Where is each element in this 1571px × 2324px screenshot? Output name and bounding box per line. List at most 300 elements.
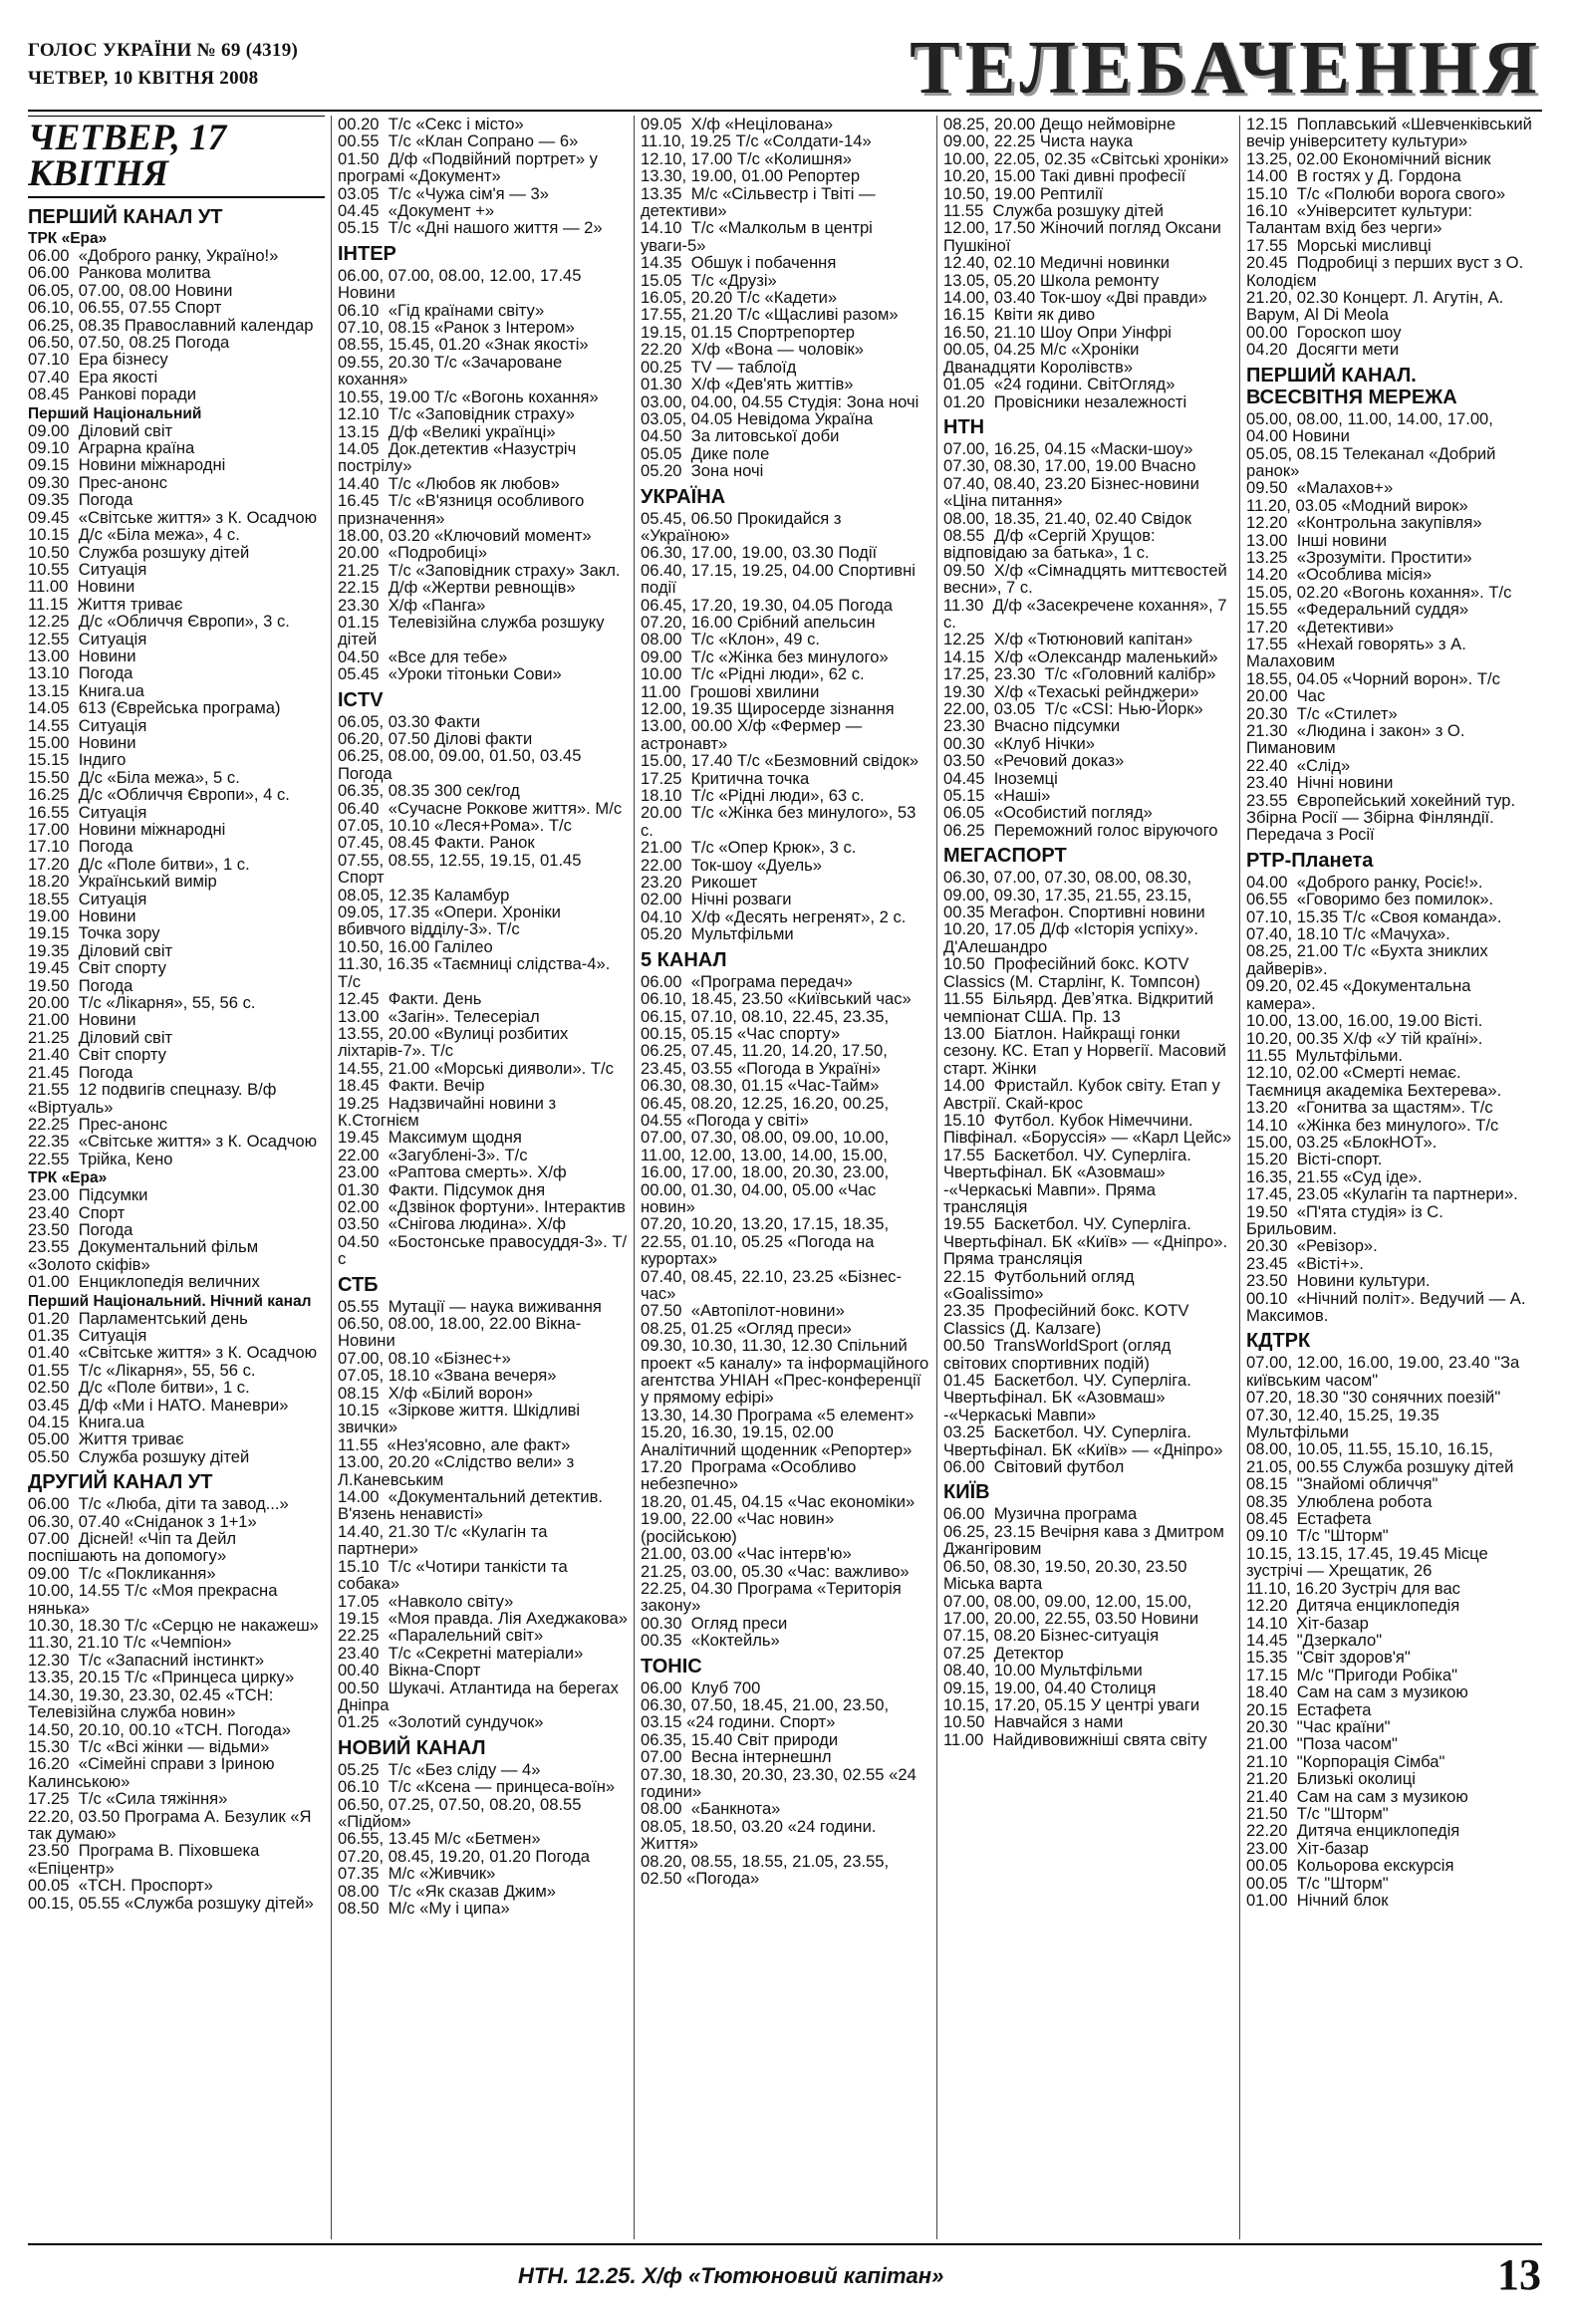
programme-line: 09.35 Погода bbox=[28, 490, 133, 510]
programme-line: 08.00, 18.35, 21.40, 02.40 Свідок bbox=[943, 508, 1192, 528]
programme-line: 07.25 Детектор bbox=[943, 1643, 1064, 1663]
programme-line: 21.50 Т/с "Шторм" bbox=[1246, 1803, 1389, 1823]
programme-line: 18.10 Т/с «Рідні люди», 63 с. bbox=[641, 786, 865, 806]
programme-line: 01.20 Провісники незалежності bbox=[943, 391, 1187, 411]
programme-line: 15.20 Вісті-спорт. bbox=[1246, 1150, 1383, 1169]
programme-line: 13.55, 20.00 «Вулиці розбитих ліхтарів-7». Т/с bbox=[338, 1023, 573, 1061]
programme-line: 06.40, 17.15, 19.25, 04.00 Спортивні події bbox=[641, 560, 920, 598]
programme-line: 20.00 Т/с «Лікарня», 55, 56 с. bbox=[28, 993, 256, 1013]
programme-line: 19.45 Максимум щодня bbox=[338, 1128, 522, 1148]
programme-line: 20.30 "Час країни" bbox=[1246, 1716, 1391, 1736]
programme-line: 17.20 Д/с «Поле битви», 1 с. bbox=[28, 854, 250, 874]
programme-line: 08.05, 18.50, 03.20 «24 години. Життя» bbox=[641, 1816, 882, 1854]
bottom-rule bbox=[28, 2243, 1542, 2245]
programme-line: 22.25, 04.30 Програма «Територія закону» bbox=[641, 1578, 907, 1616]
programme-line: 22.20 Х/ф «Вона — чоловік» bbox=[641, 340, 865, 360]
programme-line: 13.35 М/с «Сільвестр і Твіті — детективи» bbox=[641, 183, 881, 221]
programme-line: 01.50 Д/ф «Подвійний портрет» у програмі «Документ» bbox=[338, 148, 603, 186]
programme-line: 14.15 Х/ф «Олександр маленький» bbox=[943, 646, 1218, 666]
programme-line: 14.40, 21.30 Т/с «Кулагін та партнери» bbox=[338, 1521, 553, 1559]
programme-line: 09.30 Прес-анонс bbox=[28, 472, 168, 492]
programme-line: 22.00, 03.05 Т/с «CSI: Нью-Йорк» bbox=[943, 699, 1203, 718]
channel-heading: ПЕРШИЙ КАНАЛ. ВСЕСВІТНЯ МЕРЕЖА bbox=[1246, 364, 1457, 408]
programme-line: 12.10, 17.00 Т/с «Колишня» bbox=[641, 148, 852, 168]
programme-line: 05.15 «Наші» bbox=[943, 786, 1051, 806]
programme-line: 01.05 «24 години. СвітОгляд» bbox=[943, 375, 1176, 394]
programme-line: 11.55 Служба розшуку дітей bbox=[943, 201, 1165, 221]
programme-line: 14.05 613 (Єврейська програма) bbox=[28, 698, 281, 718]
programme-line: 09.45 «Світське життя» з К. Осадчою bbox=[28, 507, 318, 527]
programme-line: 20.30 «Ревізор». bbox=[1246, 1236, 1378, 1256]
programme-line: 18.55, 04.05 «Чорний ворон». Т/с bbox=[1246, 668, 1500, 688]
programme-line: 00.50 TransWorldSport (огляд світових спортивних подій) bbox=[943, 1336, 1176, 1373]
programme-line: 10.50 Професійний бокс. KOTV Classics (М. Старлінг, К. Томпсон) bbox=[943, 954, 1200, 991]
programme-line: 23.45 «Вісті+». bbox=[1246, 1253, 1364, 1273]
programme-line: 08.00 «Банкнота» bbox=[641, 1799, 781, 1819]
programme-line: 16.25 Д/с «Обличчя Європи», 4 с. bbox=[28, 785, 290, 805]
programme-line: 00.30 Огляд преси bbox=[641, 1613, 788, 1633]
programme-line: 10.00, 14.55 Т/с «Моя прекрасна нянька» bbox=[28, 1581, 283, 1618]
channel-heading: ДРУГИЙ КАНАЛ УТ bbox=[28, 1471, 213, 1494]
programme-line: 13.05, 05.20 Школа ремонту bbox=[943, 270, 1160, 290]
programme-line: 07.50 «Автопілот-новини» bbox=[641, 1301, 845, 1321]
programme-line: 16.55 Ситуація bbox=[28, 802, 147, 822]
channel-heading: РТР-Планета bbox=[1246, 849, 1374, 872]
programme-line: 16.05, 20.20 Т/с «Кадети» bbox=[641, 288, 838, 308]
programme-line: 08.25, 20.00 Дещо неймовірне bbox=[943, 116, 1177, 133]
column-5 bbox=[1239, 116, 1542, 2239]
programme-line: 13.00 «Загін». Телесеріал bbox=[338, 1006, 540, 1026]
programme-line: 00.30 «Клуб Нічки» bbox=[943, 733, 1095, 753]
programme-line: 14.30, 19.30, 23.30, 02.45 «ТСН: Телевізійна служба новин» bbox=[28, 1684, 278, 1722]
programme-line: 09.05, 17.35 «Опери. Хроніки вбивчого відділу-3». Т/с bbox=[338, 903, 566, 939]
channel-heading: ТОНІС bbox=[641, 1655, 702, 1678]
programme-line: 11.55 «Нез'ясовно, але факт» bbox=[338, 1434, 571, 1454]
programme-line: 21.40 Світ спорту bbox=[28, 1045, 166, 1065]
programme-line: 10.00, 22.05, 02.35 «Світські хроніки» bbox=[943, 148, 1229, 168]
programme-line: 14.50, 20.10, 00.10 «ТСН. Погода» bbox=[28, 1719, 292, 1739]
programme-line: 06.10, 18.45, 23.50 «Київський час» bbox=[641, 989, 912, 1009]
programme-line: 14.45 "Дзеркало" bbox=[1246, 1630, 1383, 1650]
programme-line: 23.20 Рикошет bbox=[641, 873, 758, 893]
programme-line: 17.20 «Детективи» bbox=[1246, 617, 1395, 637]
programme-line: 21.55 12 подвигів спецназу. В/ф «Віртуаль» bbox=[28, 1080, 282, 1117]
programme-line: 07.30, 18.30, 20.30, 23.30, 02.55 «24 години» bbox=[641, 1764, 921, 1801]
programme-line: 00.00 Гороскоп шоу bbox=[1246, 322, 1402, 342]
programme-line: 21.25, 03.00, 05.30 «Час: важливо» bbox=[641, 1561, 910, 1581]
programme-line: 07.00, 08.00, 09.00, 12.00, 15.00, 17.00, 20.00, 22.55, 03.50 Новини bbox=[943, 1591, 1199, 1628]
programme-line: 14.10 «Жінка без минулого». Т/с bbox=[1246, 1115, 1499, 1135]
programme-line: 23.50 Новини культури. bbox=[1246, 1271, 1431, 1291]
programme-line: 04.45 «Документ +» bbox=[338, 201, 495, 221]
programme-line: 22.15 Футбольний огляд «Goalissimo» bbox=[943, 1266, 1140, 1303]
programme-line: 21.00 "Поза часом" bbox=[1246, 1734, 1398, 1754]
channel-heading: УКРАЇНА bbox=[641, 485, 726, 508]
footer-note: НТН. 12.25. Х/ф «Тютюновий капітан» bbox=[518, 2263, 944, 2288]
programme-line: 22.55 Трійка, Кено bbox=[28, 1149, 173, 1168]
programme-line: 00.55 Т/с «Клан Сопрано — 6» bbox=[338, 131, 579, 151]
programme-line: 18.00, 03.20 «Ключовий момент» bbox=[338, 525, 592, 545]
programme-line: 11.15 Життя триває bbox=[28, 594, 183, 614]
programme-line: 08.40, 10.00 Мультфільми bbox=[943, 1661, 1143, 1680]
programme-line: 06.50, 07.50, 08.25 Погода bbox=[28, 333, 230, 353]
programme-line: 11.55 Мультфільми. bbox=[1246, 1045, 1404, 1065]
programme-line: 06.55, 13.45 М/с «Бетмен» bbox=[338, 1829, 541, 1849]
programme-line: 16.50, 21.10 Шоу Опри Уінфрі bbox=[943, 322, 1172, 342]
programme-line: 06.35, 15.40 Світ природи bbox=[641, 1729, 839, 1749]
programme-line: 08.15 Х/ф «Білий ворон» bbox=[338, 1383, 534, 1403]
programme-line: 07.55, 08.55, 12.55, 19.15, 01.45 Спорт bbox=[338, 850, 587, 888]
programme-line: 13.25 «Зрозуміти. Простити» bbox=[1246, 547, 1472, 567]
programme-line: 19.50 Погода bbox=[28, 975, 133, 995]
programme-line: 09.00, 22.25 Чиста наука bbox=[943, 131, 1134, 151]
programme-line: 15.35 "Світ здоров'я" bbox=[1246, 1648, 1411, 1668]
programme-line: 07.20, 16.00 Срібний апельсин bbox=[641, 612, 876, 632]
programme-line: 11.30, 21.10 Т/с «Чемпіон» bbox=[28, 1633, 232, 1653]
programme-line: 21.00 Т/с «Опер Крюк», 3 с. bbox=[641, 838, 857, 858]
programme-line: 14.55, 21.00 «Морські дияволи». Т/с bbox=[338, 1058, 614, 1078]
programme-line: 03.00, 04.00, 04.55 Студія: Зона ночі bbox=[641, 391, 919, 411]
programme-line: 13.25, 02.00 Економічний вісник bbox=[1246, 148, 1491, 168]
programme-line: 19.55 Баскетбол. ЧУ. Суперліга. Чвертьфінал. БК «Київ» — «Дніпро». Пряма трансляція bbox=[943, 1214, 1232, 1269]
programme-line: 09.50 Х/ф «Сімнадцять миттєвостей весни», 7 с. bbox=[943, 560, 1232, 598]
programme-line: 04.20 Досягти мети bbox=[1246, 340, 1400, 360]
programme-line: 13.35, 20.15 Т/с «Принцеса цирку» bbox=[28, 1668, 295, 1687]
programme-line: 14.35 Обшук і побачення bbox=[641, 253, 837, 273]
programme-line: 12.55 Ситуація bbox=[28, 629, 147, 648]
programme-line: 02.00 Нічні розваги bbox=[641, 890, 792, 909]
programme-line: 20.00 Т/с «Жінка без минулого», 53 с. bbox=[641, 803, 920, 840]
programme-line: 07.20, 18.30 "30 сонячних поезій" bbox=[1246, 1388, 1501, 1408]
programme-line: 01.40 «Світське життя» з К. Осадчою bbox=[28, 1343, 318, 1363]
programme-line: 06.10, 06.55, 07.55 Спорт bbox=[28, 298, 222, 318]
issue-line: ГОЛОС УКРАЇНИ № 69 (4319) bbox=[28, 40, 299, 61]
programme-line: 04.45 Іноземці bbox=[943, 768, 1058, 788]
block-heading: Перший Національний. Нічний канал bbox=[28, 1292, 312, 1310]
programme-line: 12.10, 02.00 «Смерті немає. Таємниця академіка Бехтерева». bbox=[1246, 1063, 1502, 1100]
programme-line: 18.40 Сам на сам з музикою bbox=[1246, 1682, 1468, 1702]
programme-line: 21.45 Погода bbox=[28, 1062, 133, 1082]
programme-line: 22.15 Д/ф «Жертви ревнощів» bbox=[338, 578, 576, 598]
programme-line: 19.30 Х/ф «Техаські рейнджери» bbox=[943, 681, 1199, 701]
programme-line: 10.00, 13.00, 16.00, 19.00 Вісті. bbox=[1246, 1011, 1483, 1031]
programme-line: 12.10 Т/с «Заповідник страху» bbox=[338, 404, 575, 424]
programme-line: 08.55 Д/ф «Сергій Хрущов: відповідаю за батька», 1 с. bbox=[943, 525, 1161, 563]
programme-line: 00.20 Т/с «Секс і місто» bbox=[338, 116, 524, 133]
programme-line: 10.15 «Зіркове життя. Шкідливі звички» bbox=[338, 1401, 585, 1437]
programme-line: 21.00 Новини bbox=[28, 1010, 136, 1030]
channel-heading: МЕГАСПОРТ bbox=[943, 845, 1067, 868]
programme-line: 18.45 Факти. Вечір bbox=[338, 1076, 485, 1096]
programme-line: 05.15 Т/с «Дні нашого життя — 2» bbox=[338, 218, 603, 238]
programme-line: 06.25, 23.15 Вечірня кава з Дмитром Джангіровим bbox=[943, 1521, 1229, 1559]
programme-line: 23.50 Погода bbox=[28, 1219, 133, 1239]
programme-line: 19.35 Діловий світ bbox=[28, 940, 173, 960]
programme-line: 10.50 Служба розшуку дітей bbox=[28, 542, 250, 562]
programme-line: 16.45 Т/с «В'язниця особливого призначення» bbox=[338, 491, 590, 528]
programme-line: 16.20 «Сімейні справи з Іриною Калинською» bbox=[28, 1754, 280, 1791]
programme-line: 05.20 Мультфільми bbox=[641, 924, 794, 944]
programme-line: 09.15, 19.00, 04.40 Столиця bbox=[943, 1678, 1157, 1697]
programme-line: 06.30, 07.40 «Сніданок з 1+1» bbox=[28, 1511, 257, 1531]
programme-line: 00.05 «ТСН. Проспорт» bbox=[28, 1876, 213, 1896]
programme-line: 19.50 «П'ята студія» із С. Брильовим. bbox=[1246, 1201, 1448, 1238]
tv-listings bbox=[28, 116, 1542, 2239]
column-4 bbox=[936, 116, 1239, 2239]
programme-line: 04.50 «Бостонське правосуддя-3». Т/с bbox=[338, 1231, 628, 1269]
programme-line: 21.00, 03.00 «Час інтерв'ю» bbox=[641, 1544, 852, 1564]
programme-line: 22.25 Прес-анонс bbox=[28, 1114, 168, 1134]
programme-line: 00.50 Шукачі. Атлантида на берегах Дніпра bbox=[338, 1678, 624, 1714]
programme-line: 21.25 Т/с «Заповідник страху» Закл. bbox=[338, 560, 621, 580]
programme-line: 14.00, 03.40 Ток-шоу «Дві правди» bbox=[943, 288, 1207, 308]
programme-line: 07.35 М/с «Живчик» bbox=[338, 1864, 496, 1884]
programme-line: 07.00, 12.00, 16.00, 19.00, 23.40 "За київським часом" bbox=[1246, 1353, 1524, 1390]
programme-line: 03.50 «Речовий доказ» bbox=[943, 751, 1125, 771]
programme-line: 13.30, 14.30 Програма «5 елемент» bbox=[641, 1405, 915, 1424]
programme-line: 13.00 Біатлон. Найкращі гонки сезону. КС. Етап у Норвегії. Масовий старт. Жінки bbox=[943, 1023, 1231, 1078]
programme-line: 14.00 Фристайл. Кубок світу. Етап у Австрії. Скай-крос bbox=[943, 1076, 1225, 1113]
programme-line: 10.50 Навчайся з нами bbox=[943, 1712, 1124, 1732]
programme-line: 17.20 Програма «Особливо небезпечно» bbox=[641, 1457, 861, 1494]
programme-line: 04.10 Х/ф «Десять негренят», 2 с. bbox=[641, 906, 907, 926]
programme-line: 17.25 Т/с «Сила тяжіння» bbox=[28, 1789, 228, 1809]
programme-line: 21.30 «Людина і закон» з О. Пимановим bbox=[1246, 721, 1470, 758]
programme-line: 23.40 Нічні новини bbox=[1246, 773, 1394, 793]
date-line: ЧЕТВЕР, 10 КВІТНЯ 2008 bbox=[28, 68, 259, 89]
channel-heading: КИЇВ bbox=[943, 1481, 990, 1504]
channel-heading: НОВИЙ КАНАЛ bbox=[338, 1736, 486, 1759]
programme-line: 08.25, 21.00 Т/с «Бухта зниклих дайверів». bbox=[1246, 941, 1493, 978]
programme-line: 03.45 Д/ф «Ми і НАТО. Маневри» bbox=[28, 1395, 289, 1415]
programme-line: 07.40 Ера якості bbox=[28, 367, 158, 387]
programme-line: 06.00 Ранкова молитва bbox=[28, 263, 211, 283]
programme-line: 12.30 Т/с «Запасний інстинкт» bbox=[28, 1650, 265, 1670]
programme-line: 11.55 Більярд. Девʼятка. Відкритий чемпіонат США. Пр. 13 bbox=[943, 989, 1218, 1026]
programme-line: 22.20, 03.50 Програма А. Безулик «Я так думаю» bbox=[28, 1806, 317, 1843]
channel-heading: 5 КАНАЛ bbox=[641, 948, 727, 971]
programme-line: 11.00 Новини bbox=[28, 577, 135, 597]
programme-line: 17.55 Морські мисливці bbox=[1246, 235, 1432, 255]
programme-line: 16.35, 21.55 «Суд іде». bbox=[1246, 1166, 1423, 1186]
programme-line: 08.35 Улюблена робота bbox=[1246, 1491, 1433, 1511]
programme-line: 06.30, 08.30, 01.15 «Час-Тайм» bbox=[641, 1076, 880, 1096]
programme-line: 00.35 «Коктейль» bbox=[641, 1631, 780, 1651]
programme-line: 04.15 Книга.ua bbox=[28, 1413, 144, 1431]
programme-line: 11.30, 16.35 «Таємниці слідства-4». Т/с bbox=[338, 954, 615, 991]
programme-line: 06.50, 08.30, 19.50, 20.30, 23.50 Міська варта bbox=[943, 1556, 1192, 1594]
programme-line: 08.45 Ранкові поради bbox=[28, 385, 197, 404]
programme-line: 21.20 Близькі околиці bbox=[1246, 1769, 1416, 1789]
programme-line: 07.40, 08.45, 22.10, 23.25 «Бізнес-час» bbox=[641, 1266, 902, 1303]
programme-line: 19.00 Новини bbox=[28, 906, 136, 926]
programme-line: 10.30, 18.30 Т/с «Серцю не накажеш» bbox=[28, 1616, 319, 1636]
programme-line: 10.15, 13.15, 17.45, 19.45 Місце зустрічі — Хрещатик, 26 bbox=[1246, 1543, 1493, 1581]
programme-line: 06.00 «Програма передач» bbox=[641, 971, 853, 991]
programme-line: 06.45, 17.20, 19.30, 04.05 Погода bbox=[641, 595, 893, 615]
programme-line: 06.10 Т/с «Ксена — принцеса-воїн» bbox=[338, 1777, 616, 1797]
programme-line: 06.20, 07.50 Ділові факти bbox=[338, 729, 533, 748]
programme-line: 23.30 Х/ф «Панга» bbox=[338, 595, 486, 615]
programme-line: 01.15 Телевізійна служба розшуку дітей bbox=[338, 612, 610, 649]
programme-line: 12.20 Дитяча енциклопедія bbox=[1246, 1596, 1460, 1616]
programme-line: 10.15 Д/с «Біла межа», 4 с. bbox=[28, 525, 240, 545]
programme-line: 15.50 Д/с «Біла межа», 5 с. bbox=[28, 767, 240, 787]
programme-line: 05.05, 08.15 Телеканал «Добрий ранок» bbox=[1246, 443, 1500, 480]
programme-line: 23.55 Документальний фільм «Золото скіфів» bbox=[28, 1237, 263, 1274]
programme-line: 19.15 Точка зору bbox=[28, 923, 160, 943]
programme-line: 14.10 Хіт-базар bbox=[1246, 1613, 1369, 1633]
programme-line: 14.40 Т/с «Любов як любов» bbox=[338, 473, 560, 493]
programme-line: 07.00, 08.10 «Бізнес+» bbox=[338, 1348, 511, 1368]
programme-line: 07.30, 12.40, 15.25, 19.35 Мультфільми bbox=[1246, 1405, 1444, 1442]
programme-line: 10.55, 19.00 Т/с «Вогонь кохання» bbox=[338, 387, 599, 406]
programme-line: 01.25 «Золотий сундучок» bbox=[338, 1712, 544, 1732]
programme-line: 13.20 «Гонитва за щастям». Т/с bbox=[1246, 1098, 1493, 1118]
programme-line: 14.05 Док.детектив «Назустріч пострілу» bbox=[338, 438, 581, 476]
programme-line: 14.55 Ситуація bbox=[28, 715, 147, 735]
programme-line: 04.00 «Доброго ранку, Росіє!». bbox=[1246, 872, 1483, 892]
programme-line: 10.50, 16.00 Галілео bbox=[338, 936, 493, 956]
programme-line: 16.10 «Університет культури: Талантам вхід без черги» bbox=[1246, 201, 1477, 238]
programme-line: 15.00, 03.25 «БлокНОТ». bbox=[1246, 1132, 1438, 1152]
channel-heading: КДТРК bbox=[1246, 1330, 1311, 1353]
programme-line: 05.45, 06.50 Прокидайся з «Україною» bbox=[641, 508, 847, 545]
programme-line: 07.15, 08.20 Бізнес-ситуація bbox=[943, 1626, 1160, 1646]
programme-line: 01.20 Парламентський день bbox=[28, 1308, 248, 1328]
programme-line: 00.05 Кольорова екскурсія bbox=[1246, 1856, 1454, 1876]
programme-line: 09.20, 02.45 «Документальна камера». bbox=[1246, 976, 1476, 1013]
programme-line: 11.00 Грошові хвилини bbox=[641, 681, 820, 701]
programme-line: 15.10 Футбол. Кубок Німеччини. Півфінал. «Боруссія» — «Карл Цейс» bbox=[943, 1110, 1232, 1148]
programme-line: 22.40 «Слід» bbox=[1246, 755, 1351, 775]
programme-line: 06.25, 08.00, 09.00, 01.50, 03.45 Погода bbox=[338, 746, 587, 783]
programme-line: 15.05 Т/с «Друзі» bbox=[641, 270, 777, 290]
programme-line: 05.25 Т/с «Без сліду — 4» bbox=[338, 1759, 541, 1779]
programme-line: 03.05 Т/с «Чужа сім'я — 3» bbox=[338, 183, 549, 203]
programme-line: 23.55 Європейський хокейний тур. Збірна Росії — Збірна Фінляндії. Передача з Росії bbox=[1246, 790, 1520, 845]
programme-line: 21.25 Діловий світ bbox=[28, 1027, 173, 1047]
programme-line: 06.15, 07.10, 08.10, 22.45, 23.35, 00.15, 05.15 «Час спорту» bbox=[641, 1006, 894, 1043]
programme-line: 01.00 Енциклопедія величних bbox=[28, 1272, 260, 1292]
programme-line: 23.35 Професійний бокс. KOTV Classics (Д. Калзаге) bbox=[943, 1301, 1194, 1338]
programme-line: 10.50, 19.00 Рептилії bbox=[943, 183, 1104, 203]
programme-line: 06.45, 08.20, 12.25, 16.20, 00.25, 04.55 «Погода у світі» bbox=[641, 1093, 894, 1130]
programme-line: 06.00, 07.00, 08.00, 12.00, 17.45 Новини bbox=[338, 265, 587, 303]
channel-heading: ICTV bbox=[338, 688, 384, 711]
programme-line: 06.50, 07.25, 07.50, 08.20, 08.55 «Підйом» bbox=[338, 1794, 587, 1831]
programme-line: 17.00 Новини міжнародні bbox=[28, 820, 226, 839]
programme-line: 23.00 Хіт-базар bbox=[1246, 1838, 1369, 1858]
block-heading: ТРК «Ера» bbox=[28, 230, 108, 247]
programme-line: 09.55, 20.30 Т/с «Зачароване кохання» bbox=[338, 352, 567, 389]
programme-line: 13.10 Погода bbox=[28, 663, 133, 683]
programme-line: 11.20, 03.05 «Модний вирок» bbox=[1246, 495, 1468, 515]
programme-line: 13.00 Інші новини bbox=[1246, 530, 1388, 550]
programme-line: 22.00 «Загублені-3». Т/с bbox=[338, 1145, 528, 1164]
programme-line: 20.15 Естафета bbox=[1246, 1699, 1372, 1719]
programme-line: 12.45 Факти. День bbox=[338, 989, 482, 1009]
programme-line: 09.00 Т/с «Покликання» bbox=[28, 1563, 216, 1583]
programme-line: 06.05 «Особистий погляд» bbox=[943, 803, 1153, 823]
programme-line: 08.00 Т/с «Клон», 49 с. bbox=[641, 630, 820, 649]
programme-line: 07.05, 10.10 «Леся+Рома». Т/с bbox=[338, 816, 572, 836]
programme-line: 09.00 Діловий світ bbox=[28, 420, 173, 440]
programme-line: 13.15 Книга.ua bbox=[28, 680, 144, 700]
programme-line: 04.50 «Все для тебе» bbox=[338, 646, 508, 666]
programme-line: 10.20, 15.00 Такі дивні професії bbox=[943, 166, 1186, 186]
programme-line: 20.00 Час bbox=[1246, 686, 1326, 706]
programme-line: 15.00 Новини bbox=[28, 732, 136, 752]
programme-line: 15.10 Т/с «Чотири танкісти та собака» bbox=[338, 1556, 573, 1594]
programme-line: 01.00 Нічний блок bbox=[1246, 1891, 1389, 1910]
programme-line: 07.30, 08.30, 17.00, 19.00 Вчасно bbox=[943, 456, 1196, 476]
programme-line: 17.55 Баскетбол. ЧУ. Суперліга. Чвертьфінал. БК «Азовмаш» -«Черкаські Мавпи». Пряма трансляція bbox=[943, 1145, 1196, 1216]
programme-line: 22.20 Дитяча енциклопедія bbox=[1246, 1821, 1460, 1841]
programme-line: 13.30, 19.00, 01.00 Репортер bbox=[641, 166, 861, 186]
programme-line: 05.45 «Уроки тітоньки Сови» bbox=[338, 664, 562, 684]
programme-line: 01.30 Х/ф «Дев'ять життів» bbox=[641, 375, 854, 394]
programme-line: 08.15 "Знайомі обличчя" bbox=[1246, 1474, 1439, 1494]
programme-line: 21.20, 02.30 Концерт. Л. Агутін, А. Варум, Al Di Meola bbox=[1246, 288, 1508, 325]
programme-line: 13.00 Новини bbox=[28, 646, 136, 665]
programme-line: 20.30 Т/с «Стилет» bbox=[1246, 703, 1398, 723]
programme-line: 06.10 «Гід країнами світу» bbox=[338, 300, 545, 320]
programme-line: 01.45 Баскетбол. ЧУ. Суперліга. Чвертьфінал. БК «Азовмаш» -«Черкаські Мавпи» bbox=[943, 1371, 1196, 1424]
programme-line: 14.10 Т/с «Малкольм в центрі уваги-5» bbox=[641, 218, 878, 255]
programme-line: 17.15 М/с "Пригоди Робіка" bbox=[1246, 1665, 1458, 1684]
programme-line: 10.20, 17.05 Д/ф «Історія успіху». Д'Алешандро bbox=[943, 919, 1203, 956]
programme-line: 08.20, 08.55, 18.55, 21.05, 23.55, 02.50 «Погода» bbox=[641, 1851, 894, 1888]
programme-line: 07.00, 07.30, 08.00, 09.00, 10.00, 11.00, 12.00, 13.00, 14.00, 15.00, 16.00, 17.00, 18.00, 20.30, 23.00, 00.00, 01.30, 04.00, 05.00 «Час новин» bbox=[641, 1128, 894, 1216]
programme-line: 15.20, 16.30, 19.15, 02.00 Аналітичний щоденник «Репортер» bbox=[641, 1422, 913, 1459]
masthead bbox=[28, 28, 1542, 108]
programme-line: 14.00 «Документальний детектив. В'язень ненависті» bbox=[338, 1487, 608, 1524]
programme-line: 17.45, 23.05 «Кулагін та партнери». bbox=[1246, 1184, 1518, 1204]
programme-line: 07.00 Весна інтернешнл bbox=[641, 1747, 832, 1767]
programme-line: 06.30, 17.00, 19.00, 03.30 Події bbox=[641, 543, 878, 563]
programme-line: 07.10 Ера бізнесу bbox=[28, 350, 168, 370]
programme-line: 09.15 Новини міжнародні bbox=[28, 455, 226, 475]
programme-line: 15.55 «Федеральний суддя» bbox=[1246, 600, 1469, 620]
programme-line: 11.00 Найдивовижніші свята світу bbox=[943, 1729, 1207, 1749]
programme-line: 13.00, 00.00 Х/ф «Фермер — астронавт» bbox=[641, 716, 867, 753]
programme-line: 13.00, 20.20 «Слідство вели» з Л.Каневським bbox=[338, 1452, 579, 1489]
programme-line: 12.00, 17.50 Жіночий погляд Оксани Пушкіної bbox=[943, 218, 1226, 255]
programme-line: 17.25 Критична точка bbox=[641, 768, 810, 788]
programme-line: 22.35 «Світське життя» з К. Осадчою bbox=[28, 1132, 318, 1152]
programme-line: 15.15 Індиго bbox=[28, 750, 127, 770]
programme-line: 00.25 TV — таблоїд bbox=[641, 357, 797, 377]
programme-line: 22.00 Ток-шоу «Дуель» bbox=[641, 855, 823, 875]
programme-line: 01.55 Т/с «Лікарня», 55, 56 с. bbox=[28, 1360, 256, 1380]
programme-line: 06.25, 08.35 Православний календар bbox=[28, 315, 314, 335]
programme-line: 09.10 Т/с "Шторм" bbox=[1246, 1526, 1389, 1546]
programme-line: 10.15, 17.20, 05.15 У центрі уваги bbox=[943, 1694, 1200, 1714]
programme-line: 12.15 Поплавський «Шевченківський вечір університету культури» bbox=[1246, 116, 1537, 151]
programme-line: 20.45 Подробиці з перших вуст з О. Колодієм bbox=[1246, 253, 1528, 290]
programme-line: 12.40, 02.10 Медичні новинки bbox=[943, 253, 1170, 273]
programme-line: 19.45 Світ спорту bbox=[28, 958, 166, 978]
day-heading: ЧЕТВЕР, 17 КВІТНЯ bbox=[28, 116, 325, 198]
programme-line: 07.40, 18.10 Т/с «Мачуха». bbox=[1246, 924, 1450, 944]
programme-line: 05.00 Життя триває bbox=[28, 1429, 184, 1449]
programme-line: 00.10 «Нічний політ». Ведучий — А. Максимов. bbox=[1246, 1288, 1531, 1325]
programme-line: 10.00 Т/с «Рідні люди», 62 с. bbox=[641, 664, 865, 684]
block-heading: ТРК «Ера» bbox=[28, 1169, 108, 1187]
programme-line: 09.30, 10.30, 11.30, 12.30 Спільний проект «5 каналу» та інформаційного агентства УНІАН «Прес-конференції у прямому ефірі» bbox=[641, 1336, 933, 1408]
programme-line: 14.00 В гостях у Д. Гордона bbox=[1246, 166, 1461, 186]
